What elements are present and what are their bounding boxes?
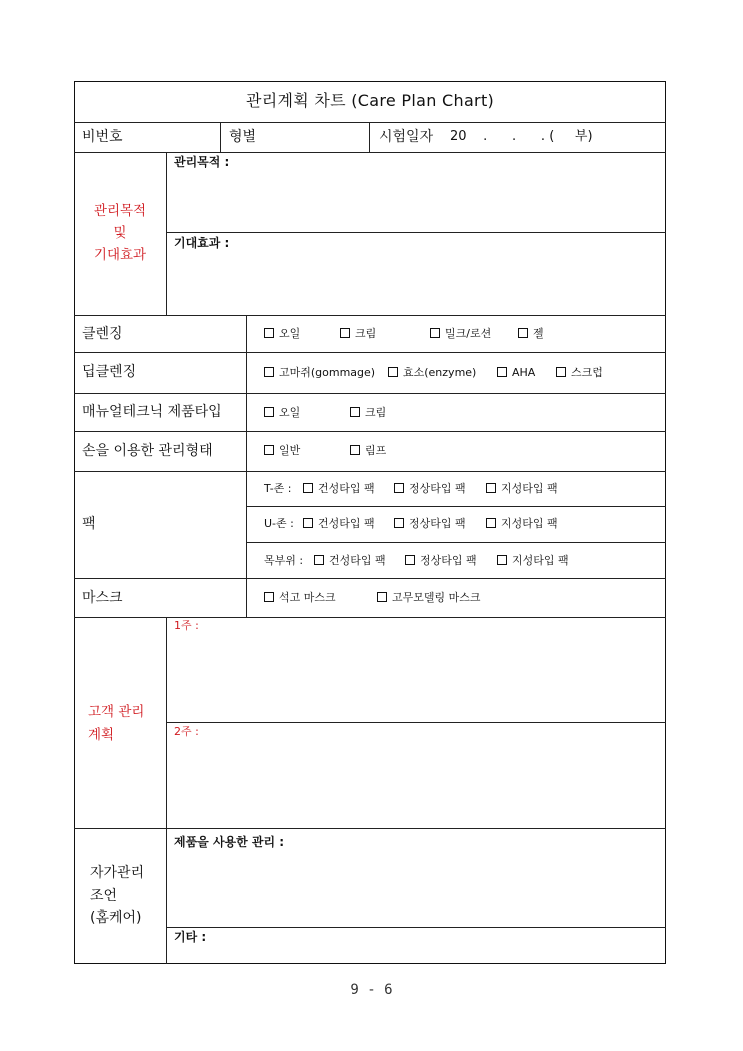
divider [74,152,666,153]
form-title: 관리계획 차트 (Care Plan Chart) [245,91,495,110]
checkbox-aha[interactable]: AHA [497,367,535,378]
checkbox-icon [350,407,360,417]
goals-section-label-2: 및 [113,225,127,241]
checkbox-manual-oil[interactable]: 오일 [264,407,300,418]
homecare-section-label-3: (홈케어) [90,910,142,926]
neck-prefix: 목부위 : [264,554,304,567]
checkbox-cream[interactable]: 크림 [340,328,376,339]
checkbox-neck-dry[interactable]: 건성타입 팩 [314,555,386,566]
goals-section-label-1: 관리목적 [93,203,147,219]
divider [74,617,666,618]
checkbox-icon [394,483,404,493]
checkbox-t-dry[interactable]: 건성타입 팩 [303,483,375,494]
checkbox-icon [264,328,274,338]
divider [246,542,666,543]
checkbox-neck-oily[interactable]: 지성타입 팩 [497,555,569,566]
checkbox-gel[interactable]: 젤 [518,328,544,339]
homecare-section-label-1: 자가관리 [90,865,145,881]
product-care-label: 제품을 사용한 관리 : [174,835,285,849]
checkbox-neck-normal[interactable]: 정상타입 팩 [405,555,477,566]
checkbox-icon [314,555,324,565]
checkbox-icon [405,555,415,565]
checkbox-icon [497,555,507,565]
divider [369,122,370,152]
pack-label: 팩 [82,516,96,532]
checkbox-general[interactable]: 일반 [264,445,300,456]
checkbox-scrub[interactable]: 스크럽 [556,367,603,378]
etc-label: 기타 : [174,930,207,944]
checkbox-icon [303,518,313,528]
divider [246,315,247,617]
checkbox-rubber-mask[interactable]: 고무모델링 마스크 [377,592,481,603]
type-label: 형별 [229,129,257,145]
divider [166,722,666,723]
deep-cleansing-label: 딥클렌징 [82,364,137,380]
divider [166,927,666,928]
divider [74,352,666,353]
date-value: 20 . . . ( 부) [450,129,593,144]
checkbox-u-normal[interactable]: 정상타입 팩 [394,518,466,529]
checkbox-icon [497,367,507,377]
u-zone-prefix: U-존 : [264,517,294,530]
cleansing-label: 클렌징 [82,326,123,342]
goals-section-label-3: 기대효과 [93,247,147,263]
divider [166,152,167,315]
checkbox-icon [264,367,274,377]
divider [74,578,666,579]
divider [74,471,666,472]
checkbox-u-oily[interactable]: 지성타입 팩 [486,518,558,529]
checkbox-lymph[interactable]: 림프 [350,445,386,456]
purpose-label: 관리목적 : [174,155,230,169]
mask-label: 마스크 [82,590,123,606]
checkbox-manual-cream[interactable]: 크림 [350,407,386,418]
divider [74,315,666,316]
checkbox-t-normal[interactable]: 정상타입 팩 [394,483,466,494]
care-plan-chart-form [74,81,666,964]
checkbox-icon [264,592,274,602]
checkbox-oil[interactable]: 오일 [264,328,300,339]
divider [74,122,666,123]
checkbox-icon [350,445,360,455]
checkbox-icon [518,328,528,338]
manual-technique-label: 매뉴얼테크닉 제품타입 [82,404,222,420]
divider [74,393,666,394]
homecare-section-label-2: 조언 [90,888,118,904]
checkbox-icon [264,445,274,455]
divider [246,506,666,507]
divider [74,828,666,829]
week2-label: 2주 : [174,725,199,738]
plan-section-label-1: 고객 관리 [88,704,145,720]
checkbox-icon [486,518,496,528]
checkbox-icon [430,328,440,338]
divider [220,122,221,152]
checkbox-icon [486,483,496,493]
checkbox-icon [388,367,398,377]
t-zone-prefix: T-존 : [264,482,292,495]
checkbox-enzyme[interactable]: 효소(enzyme) [388,367,476,378]
checkbox-milk-lotion[interactable]: 밀크/로션 [430,328,491,339]
checkbox-icon [556,367,566,377]
checkbox-plaster-mask[interactable]: 석고 마스크 [264,592,336,603]
checkbox-icon [303,483,313,493]
checkbox-icon [394,518,404,528]
week1-label: 1주 : [174,619,199,632]
page-number: 9 - 6 [350,982,393,998]
divider [74,431,666,432]
divider [166,617,167,964]
divider [166,232,666,233]
checkbox-icon [340,328,350,338]
effect-label: 기대효과 : [174,236,230,250]
checkbox-icon [264,407,274,417]
plan-section-label-2: 계획 [88,727,115,743]
hand-management-label: 손을 이용한 관리형태 [82,443,213,459]
checkbox-icon [377,592,387,602]
checkbox-gommage[interactable]: 고마쥐(gommage) [264,367,375,378]
date-label: 시험일자 [379,129,434,145]
checkbox-t-oily[interactable]: 지성타입 팩 [486,483,558,494]
id-label: 비번호 [82,129,123,145]
checkbox-u-dry[interactable]: 건성타입 팩 [303,518,375,529]
